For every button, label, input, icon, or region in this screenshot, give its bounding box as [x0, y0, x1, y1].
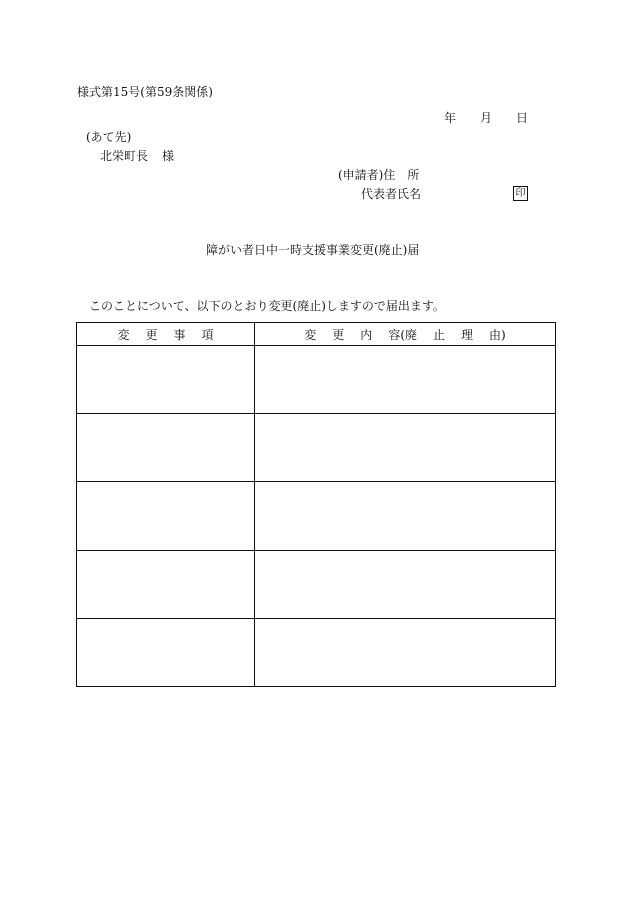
table-row	[77, 618, 556, 686]
header-char: 項	[201, 327, 214, 342]
date-month: 月	[480, 111, 493, 125]
header-char: 変	[117, 327, 130, 342]
applicant-address-line	[338, 168, 419, 182]
addressee-label: (あて先)	[86, 130, 132, 144]
addressee-line	[100, 149, 174, 163]
change-content-cell[interactable]	[255, 414, 556, 482]
header-change-item	[77, 323, 255, 346]
table-row	[77, 414, 556, 482]
header-char: 更	[145, 327, 158, 342]
addressee-name: 北栄町長	[100, 149, 149, 163]
change-item-cell[interactable]	[77, 346, 255, 414]
form-number: 様式第15号(第59条関係)	[77, 85, 213, 99]
body-text: このことについて、以下のとおり変更(廃止)しますので届出ます。	[89, 299, 445, 313]
header-char: 容(廃	[388, 327, 417, 342]
change-item-cell[interactable]	[77, 618, 255, 686]
applicant-role: (申請者)	[338, 168, 384, 182]
change-table	[76, 322, 556, 687]
header-char: 更	[332, 327, 345, 342]
table-row	[77, 346, 556, 414]
change-content-cell[interactable]	[255, 346, 556, 414]
addressee-honorific: 様	[162, 149, 175, 163]
change-item-cell[interactable]	[77, 550, 255, 618]
change-content-cell[interactable]	[255, 618, 556, 686]
header-char: 内	[360, 327, 373, 342]
change-item-cell[interactable]	[77, 482, 255, 550]
change-content-cell[interactable]	[255, 550, 556, 618]
header-change-content	[255, 323, 556, 346]
table-row	[77, 482, 556, 550]
header-char: 変	[304, 327, 317, 342]
table-row	[77, 550, 556, 618]
change-content-cell[interactable]	[255, 482, 556, 550]
header-char: 止	[433, 327, 446, 342]
header-char: 由)	[489, 327, 506, 342]
date-line	[444, 111, 528, 125]
change-item-cell[interactable]	[77, 414, 255, 482]
seal-mark: 印	[513, 186, 528, 201]
date-day: 日	[516, 111, 529, 125]
address-label-2: 所	[407, 168, 420, 182]
header-char: 事	[173, 327, 186, 342]
header-char: 理	[461, 327, 474, 342]
representative-name-label: 代表者氏名	[361, 187, 422, 201]
address-label-1: 住	[383, 168, 396, 182]
date-year: 年	[444, 111, 457, 125]
document-title: 障がい者日中一時支援事業変更(廃止)届	[206, 243, 420, 257]
